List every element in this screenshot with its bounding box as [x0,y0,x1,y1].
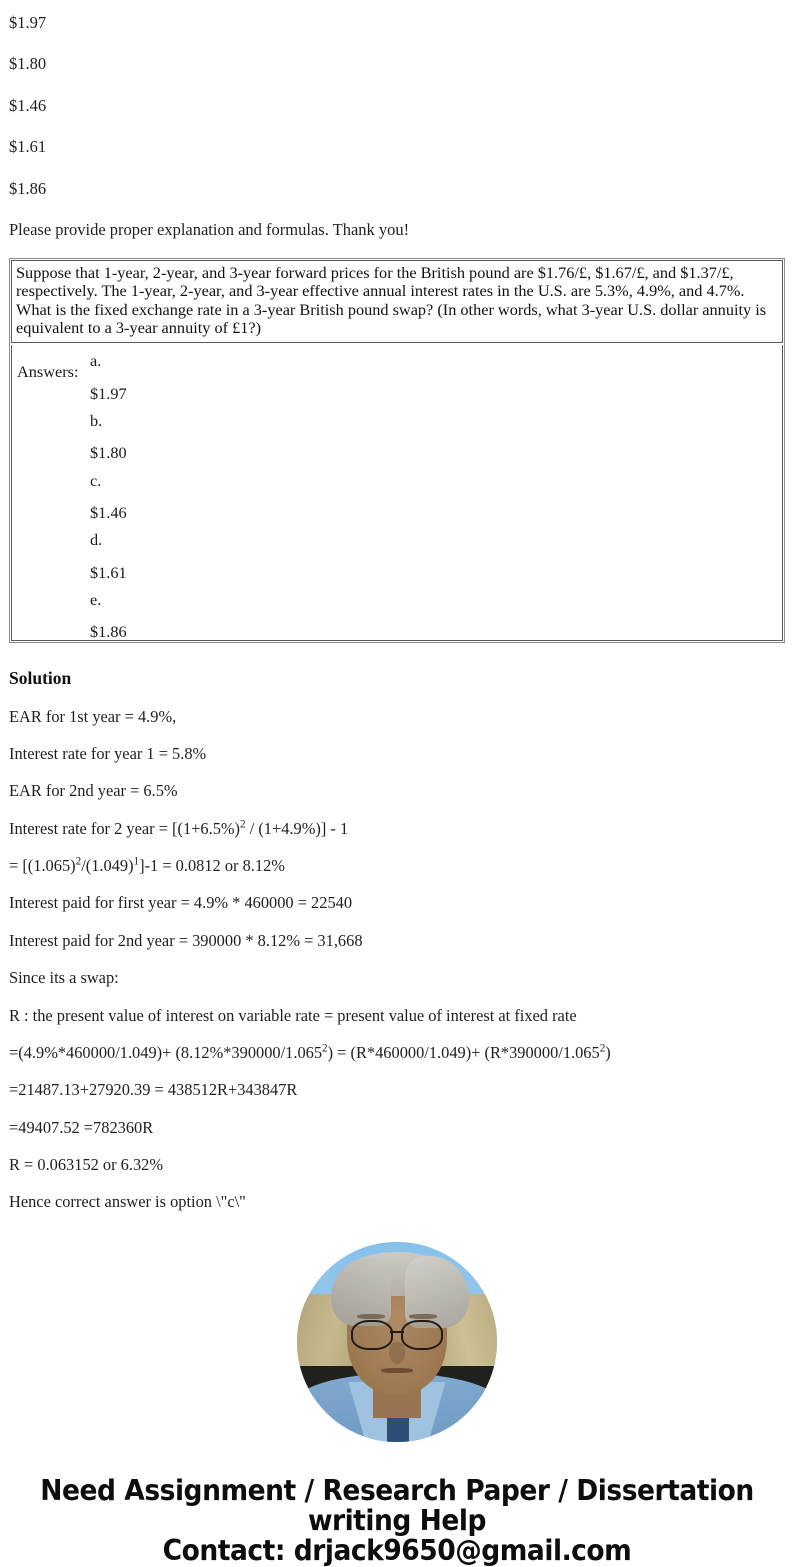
solution-section [0,643,794,1211]
solution-line-total: =49407.52 =782360R [9,1117,154,1137]
rate2-sup-1: 2 [240,818,246,831]
option-letter-d: d. [90,530,103,550]
solution-title: Solution [9,668,72,689]
top-value-4: $1.61 [9,137,47,157]
answers-label-cell [12,345,87,640]
pv-sup-1: 2 [322,1042,328,1055]
avatar-glasses-right-lens [401,1320,443,1350]
rate2b-part-c: ]-1 = 0.0812 or 8.12% [139,856,285,876]
option-letter-b: b. [90,411,103,431]
solution-line-swap-note: Since its a swap: [9,968,119,988]
option-letter-a: a. [90,351,102,371]
avatar-glasses-left-lens [351,1320,393,1350]
solution-line-r-definition: R : the present value of interest on variable rate = present value of interest at fixed rate [9,1005,577,1025]
solution-line-ear2: EAR for 2nd year = 6.5% [9,781,178,801]
solution-line-sum: =21487.13+27920.39 = 438512R+343847R [9,1080,298,1100]
pv-sup-2: 2 [599,1042,606,1055]
avatar-nose [389,1342,405,1364]
top-value-1: $1.97 [9,13,47,32]
table-row [12,345,782,640]
answers-label-spacer [17,345,87,363]
avatar-eyebrow-right [409,1314,437,1319]
option-value-c: $1.46 [90,502,127,522]
solution-line-ear1: EAR for 1st year = 4.9%, [9,706,177,726]
solution-line-r-value: R = 0.063152 or 6.32% [9,1154,164,1174]
avatar-mouth [381,1368,413,1373]
avatar [297,1242,497,1442]
option-letter-e: e. [90,589,102,609]
solution-line-pv-equation [9,1025,794,1062]
pv-part-b: ) = (R*460000/1.049)+ (R*390000/1.065 [327,1042,600,1062]
avatar-glasses-bridge [390,1331,404,1334]
question-text-box [11,260,783,344]
rate2b-part-a: = [(1.065) [9,856,76,876]
option-value-d: $1.61 [90,562,127,582]
rate2b-sup-2: 1 [133,855,140,868]
footer-line-3: Contact: drjack9650@gmail.com [162,1534,632,1567]
option-value-e: $1.86 [90,622,127,642]
option-value-b: $1.80 [90,443,127,463]
request-note: Please provide proper explanation and formulas. Thank you! [9,220,410,240]
rate2b-sup-1: 2 [75,855,82,868]
solution-line-rate2-calc [9,838,794,875]
answers-box [11,345,783,641]
solution-line-rate1: Interest rate for year 1 = 5.8% [9,744,207,764]
top-value-3: $1.46 [9,95,47,115]
footer-promo [0,1464,794,1567]
answers-label: Answers: [17,362,79,382]
solution-line-rate2 [9,801,794,838]
answers-table [12,345,782,640]
rate2-part-b: / (1+4.9%)] - 1 [245,818,349,838]
question-block [9,258,785,644]
pv-part-a: =(4.9%*460000/1.049)+ (8.12%*390000/1.065 [9,1042,323,1062]
top-answer-values [0,0,794,250]
top-value-2: $1.80 [9,54,47,74]
rate2-part-a: Interest rate for 2 year = [(1+6.5%) [9,818,241,838]
solution-line-interest-y1: Interest paid for first year = 4.9% * 460000 = 22540 [9,893,353,913]
avatar-eyebrow-left [357,1314,385,1319]
footer-line-2: writing Help [307,1503,487,1537]
solution-line-conclusion: Hence correct answer is option \"c\" [9,1192,246,1212]
top-value-5: $1.86 [9,178,47,198]
question-text: Suppose that 1-year, 2-year, and 3-year forward prices for the British pound are $1.76/£, $1.67/£, and $1.37/£, respectively. The 1-year, 2-year, and 3-year effective annual interest rates in the U.S. are 5.3%, 4.9%, and 4.7%. What is the fixed exchange rate in a 3-year British pound swap? (In other words, what 3-year U.S. dollar annuity is equivalent to a 3-year annuity of £1?) [16,262,767,338]
option-letter-c: c. [90,470,102,490]
avatar-container [0,1234,794,1464]
pv-part-c: ) [605,1042,611,1062]
answer-options-cell [87,345,782,640]
solution-line-interest-y2: Interest paid for 2nd year = 390000 * 8.12% = 31,668 [9,930,363,950]
option-value-a: $1.97 [90,383,127,403]
footer-line-1: Need Assignment / Research Paper / Dissertation [40,1473,754,1507]
rate2b-part-b: /(1.049) [81,856,134,876]
